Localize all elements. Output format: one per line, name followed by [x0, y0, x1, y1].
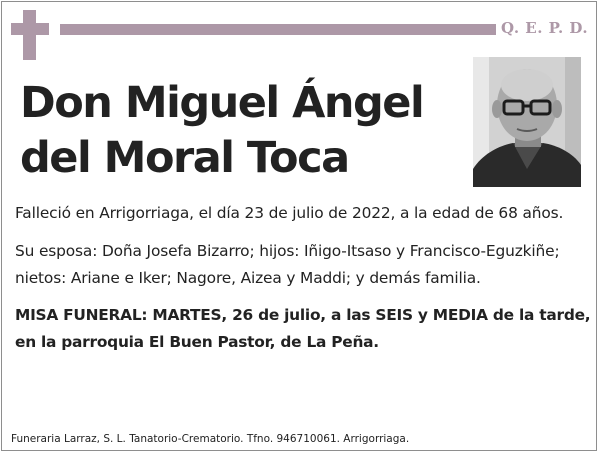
funeral-home-footer: Funeraria Larraz, S. L. Tanatorio-Crematorio. Tfno. 946710061. Arrigorriaga. — [11, 433, 410, 445]
qepd-label: Q. E. P. D. — [501, 19, 589, 37]
cross-icon — [23, 10, 36, 60]
deceased-name-line2: del Moral Toca — [20, 133, 349, 183]
funeral-line-2: en la parroquia El Buen Pastor, de La Peña. — [15, 333, 379, 351]
cross-icon-arm — [11, 23, 49, 35]
family-line-2: nietos: Ariane e Iker; Nagore, Aizea y Maddi; y demás familia. — [15, 269, 481, 287]
deceased-name — [20, 76, 423, 186]
deceased-name-line1: Don Miguel Ángel — [20, 78, 424, 128]
death-notice: Falleció en Arrigorriaga, el día 23 de julio de 2022, a la edad de 68 años. — [15, 204, 564, 222]
funeral-line-1: MISA FUNERAL: MARTES, 26 de julio, a las SEIS y MEDIA de la tarde, — [15, 306, 591, 324]
header-divider — [60, 24, 496, 35]
deceased-photo — [473, 57, 581, 187]
family-line-1: Su esposa: Doña Josefa Bizarro; hijos: Iñigo-Itsaso y Francisco-Eguzkiñe; — [15, 242, 560, 260]
